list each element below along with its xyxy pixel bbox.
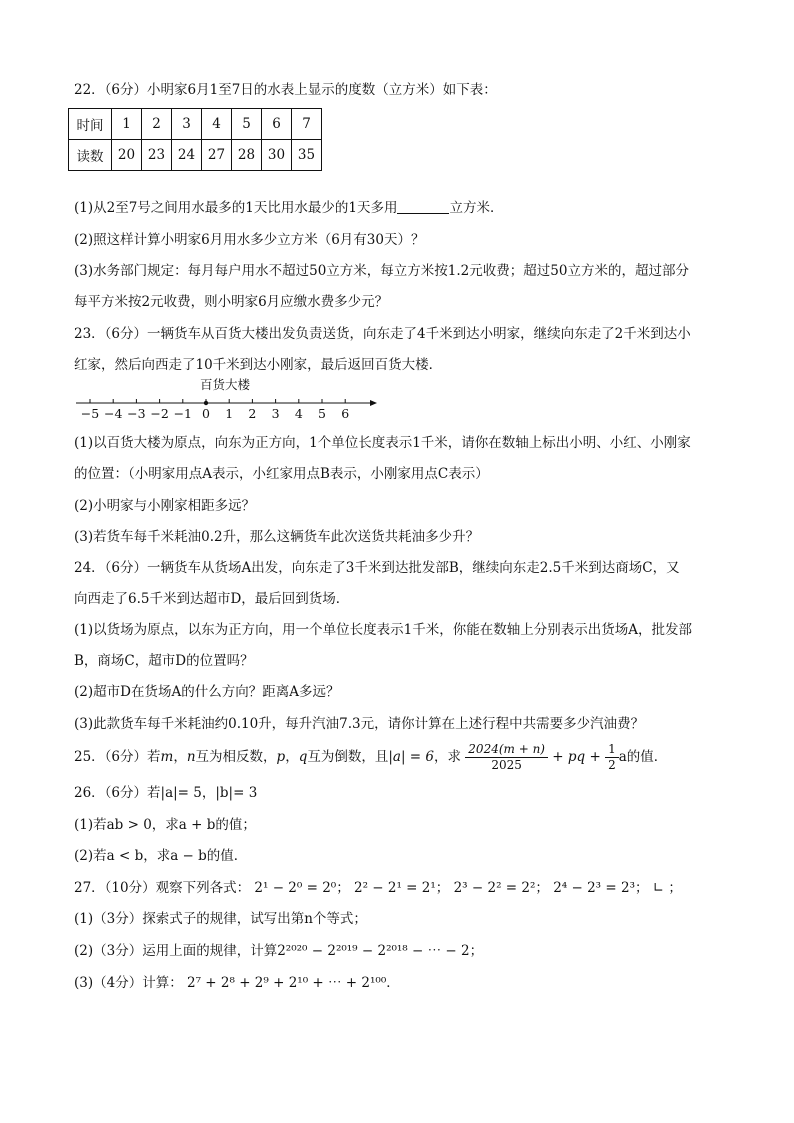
axis-tick-label: 0	[202, 406, 210, 421]
q26-part1: (1)若ab > 0，求a + b的值；	[74, 817, 256, 833]
half-fraction	[605, 742, 619, 773]
q24-part1a: (1)以货场为原点，以东为正方向，用一个单位长度表示1千米，你能在数轴上分别表示出货场A，批发部	[74, 622, 692, 638]
q24-title-b: 向西走了6.5千米到达超市D，最后回到货场．	[74, 591, 350, 607]
table-cell: 1	[112, 109, 142, 140]
q22-part3b: 每平方米按2元收费，则小明家6月应缴水费多少元？	[74, 294, 389, 310]
axis-tick-label: −5	[80, 406, 100, 421]
fraction	[465, 742, 548, 773]
table-header-time: 时间	[69, 109, 112, 140]
q22-title: 22．（6分）小明家6月1至7日的水表上显示的度数（立方米）如下表：	[74, 82, 497, 98]
q27-title-text: 27．（10分）观察下列各式：	[74, 880, 251, 896]
fraction-numerator: 2024(m + n)	[465, 742, 548, 758]
equation: 2² − 2¹ = 2¹	[354, 880, 436, 896]
number-line	[74, 378, 384, 424]
axis-tick-label: 3	[271, 406, 280, 421]
q23-part1b: 的位置：（小明家用点A表示，小红家用点B表示，小刚家用点C表示）	[74, 466, 489, 482]
q24-part1b: B，商场C，超市D的位置吗？	[74, 653, 254, 669]
table-cell: 6	[262, 109, 292, 140]
table-cell: 27	[202, 140, 232, 171]
table-cell: 23	[142, 140, 172, 171]
table-cell: 35	[292, 140, 322, 171]
q25-text: 互为相反数，	[195, 749, 277, 765]
axis-tick-label: −1	[173, 406, 193, 421]
q25-text: 互为倒数，且	[307, 749, 389, 765]
sep: ；	[535, 880, 549, 896]
table-header-reading: 读数	[69, 140, 112, 171]
axis-tick-label: 4	[294, 406, 303, 421]
q23-title-a: 23．（6分）一辆货车从百货大楼出发负责送货，向东走了4千米到达小明家，继续向东走了2千米到达小	[74, 326, 691, 342]
q25-sep: ，	[173, 749, 187, 765]
table-cell: 28	[232, 140, 262, 171]
number-line-svg	[74, 378, 384, 424]
water-meter-table	[68, 108, 322, 171]
var-p: p	[276, 749, 286, 765]
var-q: q	[298, 749, 308, 765]
q26-part2: (2)若a < b，求a − b的值．	[74, 848, 248, 864]
fraction-denominator: 2025	[491, 758, 522, 772]
fraction-numerator: 1	[605, 742, 619, 758]
q22-part1-unit: 立方米．	[449, 200, 504, 216]
equation: 2³ − 2² = 2²	[453, 880, 536, 896]
q27-part3	[74, 973, 400, 993]
table-cell: 7	[292, 109, 322, 140]
q23-title-b: 红家，然后向西走了10千米到达小刚家，最后返回百货大楼．	[74, 357, 443, 373]
table-cell: 24	[172, 140, 202, 171]
q27-part2-text: (2)（3分）运用上面的规律，计算	[74, 943, 278, 959]
axis-tick-label: 5	[318, 406, 326, 421]
equation: 2¹ − 2⁰ = 2⁰	[254, 880, 337, 896]
ellipsis: ∟ ；	[652, 880, 682, 896]
axis-arrow-icon	[370, 400, 377, 406]
axis-tick-label: 6	[341, 406, 350, 421]
q25-sep: ，	[285, 749, 299, 765]
q22-part3a: (3)水务部门规定：每月每户用水不超过50立方米，每立方米按1.2元收费；超过50立方米的，超过部分	[74, 263, 689, 279]
axis-tick-label: −4	[103, 406, 123, 421]
sep: ；	[634, 880, 649, 896]
table-cell: 4	[202, 109, 232, 140]
q22-part1	[74, 198, 503, 218]
q22-part1-text: (1)从2至7号之间用水最多的1天比用水最少的1天多用	[74, 200, 398, 216]
power-expression: 2²⁰²⁰ − 2²⁰¹⁹ − 2²⁰¹⁸ − ⋯ − 2	[277, 943, 470, 959]
answer-blank[interactable]	[397, 199, 449, 214]
q23-part1a: (1)以百货大楼为原点，向东为正方向，1个单位长度表示1千米，请你在数轴上标出小明、小红、小刚家	[74, 435, 691, 451]
abs-expression: |a| = 6	[388, 749, 434, 765]
q24-title-a: 24．（6分）一辆货车从货场A出发，向东走了3千米到达批发部B，继续向东走2.5千米到达商场C，又	[74, 560, 680, 576]
sep: ；	[336, 880, 350, 896]
var-m: m	[160, 749, 174, 765]
table-cell: 3	[172, 109, 202, 140]
q23-part2: (2)小明家与小刚家相距多远？	[74, 498, 256, 514]
axis-tick-label: −2	[150, 406, 169, 421]
q24-part3: (3)此款货车每千米耗油约0.10升，每升汽油7.3元，请你计算在上述行程中共需要多少汽油费？	[74, 716, 645, 732]
table-row	[69, 140, 322, 171]
q27-part2	[74, 941, 483, 961]
q22-part2: (2)照这样计算小明家6月用水多少立方米（6月有30天）？	[74, 232, 425, 248]
q24-part2: (2)超市D在货场A的什么方向？距离A多远？	[74, 684, 340, 700]
q26-title: 26．（6分）若|a|= 5，|b|= 3	[74, 785, 258, 801]
q27-part3-end: ．	[386, 975, 400, 991]
q25-tail: a的值．	[618, 749, 668, 765]
table-cell: 5	[232, 109, 262, 140]
q27-part1: (1)（3分）探索式子的规律，试写出第n个等式；	[74, 911, 367, 927]
table-cell: 30	[262, 140, 292, 171]
q27-title	[74, 878, 682, 898]
q25-expr: + pq +	[552, 749, 601, 765]
q27-part2-end: ；	[469, 943, 484, 959]
q25-text: 25．（6分）若	[74, 749, 161, 765]
table-cell: 20	[112, 140, 142, 171]
q23-part3: (3)若货车每千米耗油0.2升，那么这辆货车此次送货共耗油多少升？	[74, 529, 480, 545]
axis-origin-label: 百货大楼	[200, 378, 251, 392]
sep: ；	[435, 880, 450, 896]
axis-tick-label: 2	[248, 406, 257, 421]
table-row	[69, 109, 322, 140]
q25-text: ，求	[434, 749, 461, 765]
fraction-denominator: 2	[608, 758, 616, 772]
table-cell: 2	[142, 109, 172, 140]
axis-tick-label: −3	[127, 406, 146, 421]
q25	[74, 742, 667, 773]
q27-part3-text: (3)（4分）计算：	[74, 975, 183, 991]
equation: 2⁴ − 2³ = 2³	[553, 880, 635, 896]
axis-tick-label: 1	[225, 406, 234, 421]
axis-ticks	[81, 399, 349, 421]
sum-expression: 2⁷ + 2⁸ + 2⁹ + 2¹⁰ + ⋯ + 2¹⁰⁰	[187, 975, 387, 991]
var-n: n	[186, 749, 196, 765]
